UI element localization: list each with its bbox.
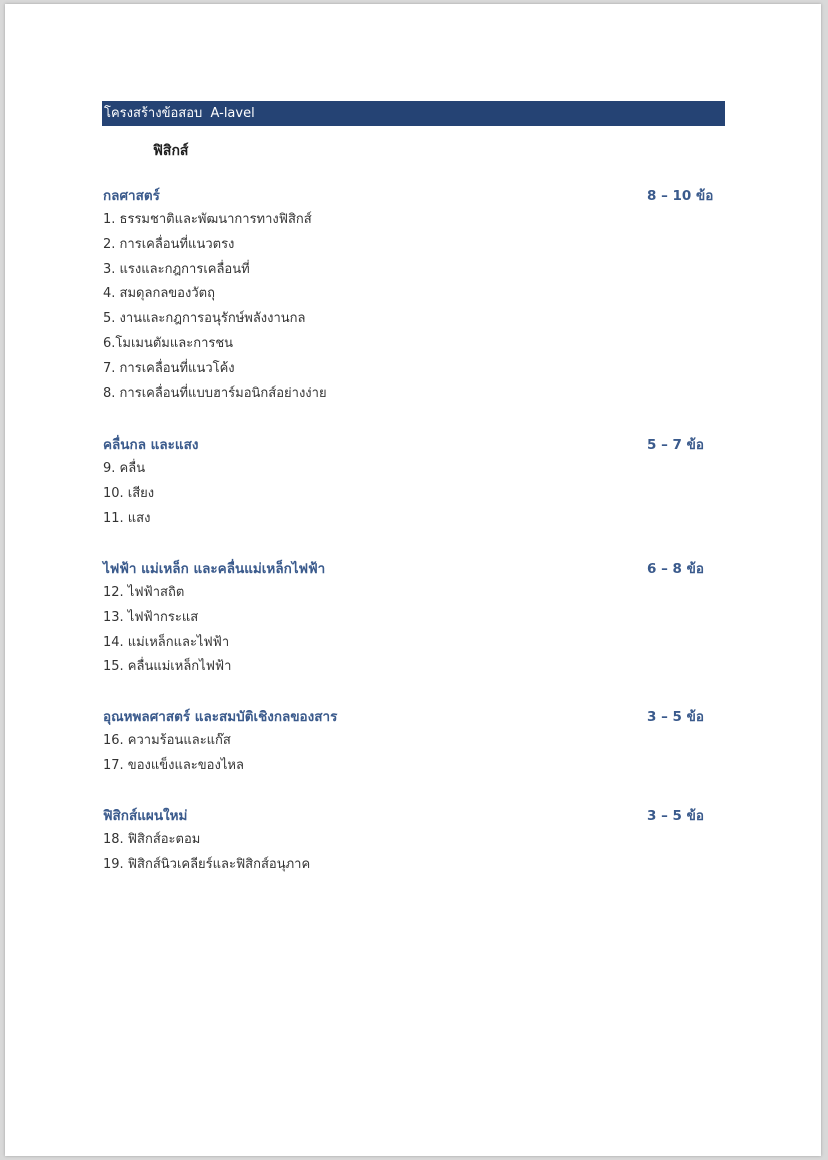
topic-item: 13. ไฟฟ้ากระแส bbox=[103, 609, 199, 625]
section-question-count: 8 – 10 ข้อ bbox=[647, 188, 714, 204]
topic-item: 12. ไฟฟ้าสถิต bbox=[103, 585, 185, 600]
section-question-count: 5 – 7 ข้อ bbox=[647, 437, 704, 453]
section-question-count: 3 – 5 ข้อ bbox=[647, 709, 704, 725]
topic-list bbox=[103, 581, 723, 680]
topic-item: 10. เสียง bbox=[103, 485, 155, 501]
subject-heading: ฟิสิกส์ bbox=[153, 143, 189, 159]
section-waves-light bbox=[103, 433, 723, 531]
section-modern-physics bbox=[103, 804, 723, 878]
topic-list bbox=[103, 828, 723, 878]
topic-item: 7. การเคลื่อนที่แนวโค้ง bbox=[103, 360, 235, 376]
topic-item: 2. การเคลื่อนที่แนวตรง bbox=[103, 236, 235, 252]
title-banner: โครงสร้างข้อสอบ A-lavel bbox=[102, 101, 725, 126]
section-title: ฟิสิกส์แผนใหม่ bbox=[103, 808, 188, 824]
section-mechanics bbox=[103, 184, 723, 406]
topic-list bbox=[103, 457, 723, 531]
topic-item: 4. สมดุลกลของวัตถุ bbox=[103, 286, 215, 302]
section-header bbox=[103, 557, 723, 581]
section-header bbox=[103, 184, 723, 208]
topic-item: 6.โมเมนตัมและการชน bbox=[103, 335, 234, 351]
topic-item: 16. ความร้อนและแก๊ส bbox=[103, 733, 231, 748]
section-title: อุณหพลศาสตร์ และสมบัติเชิงกลของสาร bbox=[103, 709, 338, 725]
topic-item: 18. ฟิสิกส์อะตอม bbox=[103, 832, 201, 847]
topic-item: 14. แม่เหล็กและไฟฟ้า bbox=[103, 634, 230, 650]
topic-item: 9. คลื่น bbox=[103, 461, 146, 476]
section-question-count: 6 – 8 ข้อ bbox=[647, 561, 704, 577]
section-header bbox=[103, 804, 723, 828]
section-header bbox=[103, 705, 723, 729]
topic-item: 3. แรงและกฎการเคลื่อนที่ bbox=[103, 261, 250, 277]
section-title: กลศาสตร์ bbox=[103, 188, 160, 204]
section-electromagnetism bbox=[103, 557, 723, 680]
topic-item: 15. คลื่นแม่เหล็กไฟฟ้า bbox=[103, 659, 232, 675]
topic-item: 11. แสง bbox=[103, 510, 151, 526]
topic-list bbox=[103, 729, 723, 779]
section-header bbox=[103, 433, 723, 457]
section-title: ไฟฟ้า แม่เหล็ก และคลื่นแม่เหล็กไฟฟ้า bbox=[103, 561, 326, 577]
section-title: คลื่นกล และแสง bbox=[103, 437, 199, 453]
topic-item: 5. งานและกฎการอนุรักษ์พลังงานกล bbox=[103, 311, 306, 327]
section-thermodynamics bbox=[103, 705, 723, 779]
topic-item: 1. ธรรมชาติและพัฒนาการทางฟิสิกส์ bbox=[103, 212, 312, 227]
section-question-count: 3 – 5 ข้อ bbox=[647, 808, 704, 824]
topic-item: 17. ของแข็งและของไหล bbox=[103, 757, 244, 773]
topic-list bbox=[103, 208, 723, 406]
topic-item: 8. การเคลื่อนที่แบบฮาร์มอนิกส์อย่างง่าย bbox=[103, 385, 327, 401]
topic-item: 19. ฟิสิกส์นิวเคลียร์และฟิสิกส์อนุภาค bbox=[103, 856, 311, 872]
document-page bbox=[5, 4, 821, 1156]
